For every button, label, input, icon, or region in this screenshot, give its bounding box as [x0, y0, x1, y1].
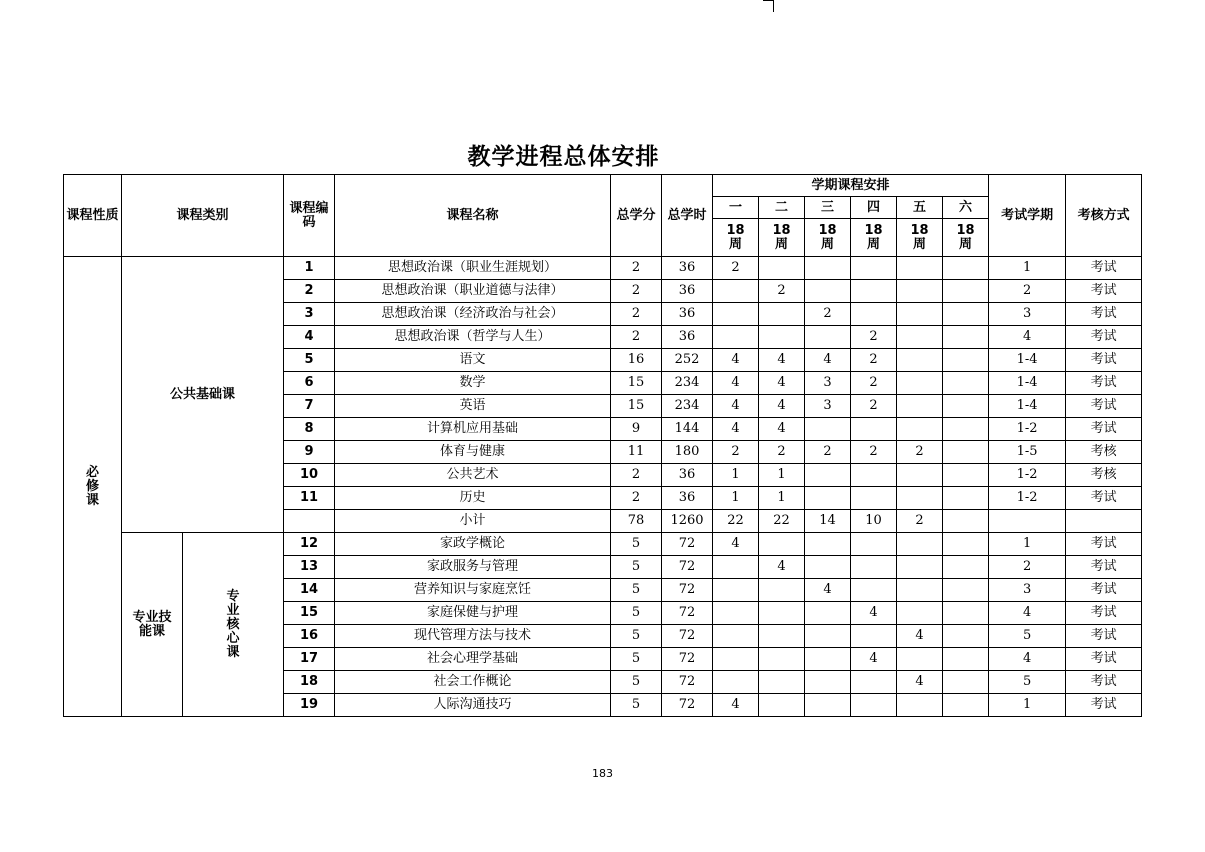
semester-2-hours: [759, 257, 805, 280]
semester-6-hours: [943, 326, 989, 349]
total-hours: 72: [662, 625, 713, 648]
semester-4-hours: 4: [851, 602, 897, 625]
semester-4-hours: 2: [851, 372, 897, 395]
total-hours: 72: [662, 602, 713, 625]
semester-5-hours: [897, 694, 943, 717]
semester-1-hours: [713, 602, 759, 625]
course-name: 家政服务与管理: [335, 556, 611, 579]
assessment-mode: 考试: [1066, 648, 1142, 671]
semester-4-hours: [851, 671, 897, 694]
semester-1-hours: 2: [713, 257, 759, 280]
semester-5-hours: [897, 648, 943, 671]
assessment-mode: 考试: [1066, 487, 1142, 510]
course-rows: [64, 257, 1142, 717]
semester-4-hours: [851, 556, 897, 579]
semester-4-hours: [851, 257, 897, 280]
total-credits: 5: [611, 694, 662, 717]
assessment-mode: 考试: [1066, 671, 1142, 694]
exam-term: 1: [989, 533, 1066, 556]
course-code: 18: [284, 671, 335, 694]
course-name: 营养知识与家庭烹饪: [335, 579, 611, 602]
course-code: 9: [284, 441, 335, 464]
semester-6-hours: [943, 418, 989, 441]
total-credits: 2: [611, 464, 662, 487]
course-code: 1: [284, 257, 335, 280]
semester-4-hours: [851, 280, 897, 303]
course-code: [284, 510, 335, 533]
semester-3-hours: 4: [805, 579, 851, 602]
page-number: 183: [592, 767, 613, 780]
total-hours: 72: [662, 556, 713, 579]
assessment-mode: 考试: [1066, 694, 1142, 717]
total-credits: 2: [611, 487, 662, 510]
semester-3-hours: 3: [805, 372, 851, 395]
exam-term: 2: [989, 556, 1066, 579]
semester-1-hours: [713, 579, 759, 602]
course-name: 思想政治课（职业生涯规划）: [335, 257, 611, 280]
semester-6-hours: [943, 625, 989, 648]
total-credits: 5: [611, 556, 662, 579]
semester-4-hours: [851, 303, 897, 326]
semester-5-hours: [897, 326, 943, 349]
course-code: 17: [284, 648, 335, 671]
semester-6-hours: [943, 464, 989, 487]
course-name: 历史: [335, 487, 611, 510]
course-code: 15: [284, 602, 335, 625]
total-hours: 36: [662, 303, 713, 326]
total-credits: 2: [611, 280, 662, 303]
header-exam-term: 考试学期: [989, 175, 1066, 257]
exam-term: 1-2: [989, 464, 1066, 487]
total-hours: 180: [662, 441, 713, 464]
semester-3-hours: [805, 326, 851, 349]
semester-4-hours: 2: [851, 395, 897, 418]
header-total-credits: 总学分: [611, 175, 662, 257]
assessment-mode: 考试: [1066, 326, 1142, 349]
semester-6-hours: [943, 487, 989, 510]
semester-2-hours: 4: [759, 395, 805, 418]
total-credits: 5: [611, 648, 662, 671]
exam-term: 1-4: [989, 349, 1066, 372]
header-semester-3: 三: [805, 197, 851, 219]
semester-5-hours: [897, 395, 943, 418]
exam-term: 1-2: [989, 487, 1066, 510]
semester-6-hours: [943, 372, 989, 395]
semester-5-hours: [897, 280, 943, 303]
semester-2-hours: [759, 579, 805, 602]
semester-2-hours: [759, 648, 805, 671]
total-hours: 36: [662, 464, 713, 487]
semester-3-hours: 14: [805, 510, 851, 533]
semester-5-hours: [897, 533, 943, 556]
semester-4-hours: 2: [851, 349, 897, 372]
semester-2-hours: [759, 602, 805, 625]
semester-5-hours: [897, 579, 943, 602]
course-name: 社会心理学基础: [335, 648, 611, 671]
category-professional-core: 专业核心课: [183, 533, 284, 717]
semester-3-hours: [805, 648, 851, 671]
semester-6-hours: [943, 280, 989, 303]
total-hours: 72: [662, 671, 713, 694]
course-code: 16: [284, 625, 335, 648]
total-credits: 15: [611, 372, 662, 395]
total-hours: 36: [662, 326, 713, 349]
total-hours: 144: [662, 418, 713, 441]
assessment-mode: 考试: [1066, 579, 1142, 602]
assessment-mode: 考试: [1066, 602, 1142, 625]
semester-2-hours: 4: [759, 372, 805, 395]
semester-2-hours: [759, 533, 805, 556]
header-total-hours: 总学时: [662, 175, 713, 257]
semester-2-hours: [759, 671, 805, 694]
course-name: 小计: [335, 510, 611, 533]
semester-2-hours: 4: [759, 349, 805, 372]
assessment-mode: 考核: [1066, 441, 1142, 464]
semester-2-hours: [759, 694, 805, 717]
assessment-mode: 考试: [1066, 257, 1142, 280]
header-semester-1: 一: [713, 197, 759, 219]
semester-5-hours: [897, 487, 943, 510]
semester-6-hours: [943, 441, 989, 464]
page-title: 教学进程总体安排: [467, 144, 660, 170]
semester-5-hours: 2: [897, 510, 943, 533]
exam-term: [989, 510, 1066, 533]
course-code: 7: [284, 395, 335, 418]
header-weeks-6: 18周: [943, 219, 989, 257]
total-credits: 9: [611, 418, 662, 441]
semester-3-hours: [805, 602, 851, 625]
course-code: 13: [284, 556, 335, 579]
semester-1-hours: 2: [713, 441, 759, 464]
semester-3-hours: [805, 625, 851, 648]
semester-2-hours: [759, 625, 805, 648]
semester-6-hours: [943, 349, 989, 372]
semester-6-hours: [943, 533, 989, 556]
header-weeks-4: 18周: [851, 219, 897, 257]
semester-5-hours: [897, 556, 943, 579]
total-hours: 252: [662, 349, 713, 372]
exam-term: 3: [989, 579, 1066, 602]
semester-3-hours: [805, 533, 851, 556]
total-hours: 234: [662, 395, 713, 418]
semester-2-hours: 4: [759, 418, 805, 441]
table-row: [64, 533, 1142, 556]
course-name: 社会工作概论: [335, 671, 611, 694]
semester-3-hours: 3: [805, 395, 851, 418]
total-credits: 5: [611, 579, 662, 602]
header-semester-5: 五: [897, 197, 943, 219]
course-code: 14: [284, 579, 335, 602]
semester-1-hours: [713, 303, 759, 326]
total-hours: 72: [662, 579, 713, 602]
semester-4-hours: [851, 533, 897, 556]
total-credits: 16: [611, 349, 662, 372]
semester-2-hours: [759, 303, 805, 326]
assessment-mode: 考试: [1066, 556, 1142, 579]
total-credits: 2: [611, 303, 662, 326]
semester-5-hours: [897, 257, 943, 280]
semester-5-hours: [897, 372, 943, 395]
total-hours: 36: [662, 257, 713, 280]
exam-term: 1-5: [989, 441, 1066, 464]
semester-3-hours: [805, 671, 851, 694]
header-semester-6: 六: [943, 197, 989, 219]
course-code: 12: [284, 533, 335, 556]
category-public-basic: 公共基础课: [122, 257, 284, 533]
header-course-code: 课程编码: [284, 175, 335, 257]
course-name: 语文: [335, 349, 611, 372]
total-hours: 72: [662, 533, 713, 556]
semester-3-hours: [805, 280, 851, 303]
exam-term: 1-2: [989, 418, 1066, 441]
header-semester-schedule: 学期课程安排: [713, 175, 989, 197]
crop-mark: [773, 0, 774, 12]
course-code: 5: [284, 349, 335, 372]
teaching-plan-table: [63, 174, 1142, 717]
total-credits: 5: [611, 625, 662, 648]
crop-mark: [763, 0, 773, 1]
course-code: 6: [284, 372, 335, 395]
semester-6-hours: [943, 303, 989, 326]
semester-5-hours: 2: [897, 441, 943, 464]
semester-1-hours: 4: [713, 533, 759, 556]
exam-term: 4: [989, 648, 1066, 671]
semester-4-hours: [851, 625, 897, 648]
semester-6-hours: [943, 671, 989, 694]
semester-3-hours: [805, 418, 851, 441]
exam-term: 5: [989, 671, 1066, 694]
course-code: 11: [284, 487, 335, 510]
exam-term: 1-4: [989, 395, 1066, 418]
semester-5-hours: 4: [897, 625, 943, 648]
semester-1-hours: 4: [713, 694, 759, 717]
semester-4-hours: [851, 694, 897, 717]
category-professional-skills: 专业技能课: [122, 533, 183, 717]
semester-1-hours: [713, 556, 759, 579]
semester-2-hours: 4: [759, 556, 805, 579]
semester-1-hours: [713, 326, 759, 349]
semester-5-hours: [897, 418, 943, 441]
semester-2-hours: [759, 326, 805, 349]
semester-3-hours: 2: [805, 303, 851, 326]
total-hours: 1260: [662, 510, 713, 533]
header-semester-4: 四: [851, 197, 897, 219]
semester-6-hours: [943, 395, 989, 418]
course-name: 家庭保健与护理: [335, 602, 611, 625]
total-credits: 5: [611, 602, 662, 625]
semester-2-hours: 1: [759, 464, 805, 487]
semester-5-hours: [897, 349, 943, 372]
header-weeks-3: 18周: [805, 219, 851, 257]
header-course-name: 课程名称: [335, 175, 611, 257]
exam-term: 1: [989, 694, 1066, 717]
total-hours: 36: [662, 280, 713, 303]
assessment-mode: 考试: [1066, 625, 1142, 648]
semester-4-hours: [851, 418, 897, 441]
exam-term: 3: [989, 303, 1066, 326]
assessment-mode: 考试: [1066, 533, 1142, 556]
semester-2-hours: 1: [759, 487, 805, 510]
exam-term: 1: [989, 257, 1066, 280]
course-name: 体育与健康: [335, 441, 611, 464]
semester-1-hours: [713, 671, 759, 694]
assessment-mode: [1066, 510, 1142, 533]
semester-2-hours: 2: [759, 280, 805, 303]
semester-1-hours: 1: [713, 487, 759, 510]
course-name: 英语: [335, 395, 611, 418]
course-name: 家政学概论: [335, 533, 611, 556]
header-weeks-2: 18周: [759, 219, 805, 257]
total-hours: 36: [662, 487, 713, 510]
course-name: 计算机应用基础: [335, 418, 611, 441]
semester-3-hours: [805, 464, 851, 487]
header-course-category: 课程类别: [122, 175, 284, 257]
semester-4-hours: [851, 487, 897, 510]
total-hours: 72: [662, 694, 713, 717]
semester-1-hours: 4: [713, 349, 759, 372]
semester-3-hours: [805, 257, 851, 280]
header-assessment-mode: 考核方式: [1066, 175, 1142, 257]
semester-3-hours: 4: [805, 349, 851, 372]
semester-1-hours: 22: [713, 510, 759, 533]
course-code: 19: [284, 694, 335, 717]
total-credits: 5: [611, 671, 662, 694]
semester-1-hours: 4: [713, 418, 759, 441]
total-credits: 5: [611, 533, 662, 556]
semester-1-hours: [713, 625, 759, 648]
semester-4-hours: [851, 464, 897, 487]
course-code: 3: [284, 303, 335, 326]
exam-term: 4: [989, 326, 1066, 349]
semester-6-hours: [943, 648, 989, 671]
total-hours: 72: [662, 648, 713, 671]
semester-5-hours: [897, 303, 943, 326]
assessment-mode: 考试: [1066, 280, 1142, 303]
course-code: 4: [284, 326, 335, 349]
semester-4-hours: 2: [851, 441, 897, 464]
semester-1-hours: 4: [713, 395, 759, 418]
semester-5-hours: [897, 602, 943, 625]
header-course-nature: 课程性质: [64, 175, 122, 257]
semester-6-hours: [943, 579, 989, 602]
assessment-mode: 考核: [1066, 464, 1142, 487]
total-credits: 2: [611, 257, 662, 280]
exam-term: 4: [989, 602, 1066, 625]
exam-term: 5: [989, 625, 1066, 648]
course-name: 思想政治课（职业道德与法律）: [335, 280, 611, 303]
course-code: 8: [284, 418, 335, 441]
total-credits: 15: [611, 395, 662, 418]
semester-2-hours: 22: [759, 510, 805, 533]
total-credits: 11: [611, 441, 662, 464]
semester-3-hours: [805, 694, 851, 717]
exam-term: 2: [989, 280, 1066, 303]
semester-6-hours: [943, 602, 989, 625]
semester-5-hours: [897, 464, 943, 487]
total-credits: 78: [611, 510, 662, 533]
total-credits: 2: [611, 326, 662, 349]
course-code: 2: [284, 280, 335, 303]
course-name: 公共艺术: [335, 464, 611, 487]
semester-6-hours: [943, 556, 989, 579]
semester-5-hours: 4: [897, 671, 943, 694]
table-row: [64, 257, 1142, 280]
semester-4-hours: 10: [851, 510, 897, 533]
course-nature-required: 必修课: [64, 257, 122, 717]
assessment-mode: 考试: [1066, 303, 1142, 326]
course-code: 10: [284, 464, 335, 487]
semester-2-hours: 2: [759, 441, 805, 464]
semester-4-hours: 2: [851, 326, 897, 349]
assessment-mode: 考试: [1066, 418, 1142, 441]
assessment-mode: 考试: [1066, 372, 1142, 395]
semester-3-hours: [805, 487, 851, 510]
course-name: 现代管理方法与技术: [335, 625, 611, 648]
semester-1-hours: 4: [713, 372, 759, 395]
header-weeks-1: 18周: [713, 219, 759, 257]
semester-4-hours: [851, 579, 897, 602]
semester-1-hours: [713, 280, 759, 303]
course-name: 思想政治课（经济政治与社会）: [335, 303, 611, 326]
semester-6-hours: [943, 694, 989, 717]
total-hours: 234: [662, 372, 713, 395]
semester-4-hours: 4: [851, 648, 897, 671]
header-semester-2: 二: [759, 197, 805, 219]
semester-3-hours: 2: [805, 441, 851, 464]
course-name: 人际沟通技巧: [335, 694, 611, 717]
assessment-mode: 考试: [1066, 395, 1142, 418]
assessment-mode: 考试: [1066, 349, 1142, 372]
semester-1-hours: 1: [713, 464, 759, 487]
semester-1-hours: [713, 648, 759, 671]
header-weeks-5: 18周: [897, 219, 943, 257]
semester-6-hours: [943, 510, 989, 533]
semester-3-hours: [805, 556, 851, 579]
semester-6-hours: [943, 257, 989, 280]
exam-term: 1-4: [989, 372, 1066, 395]
course-name: 思想政治课（哲学与人生）: [335, 326, 611, 349]
course-name: 数学: [335, 372, 611, 395]
